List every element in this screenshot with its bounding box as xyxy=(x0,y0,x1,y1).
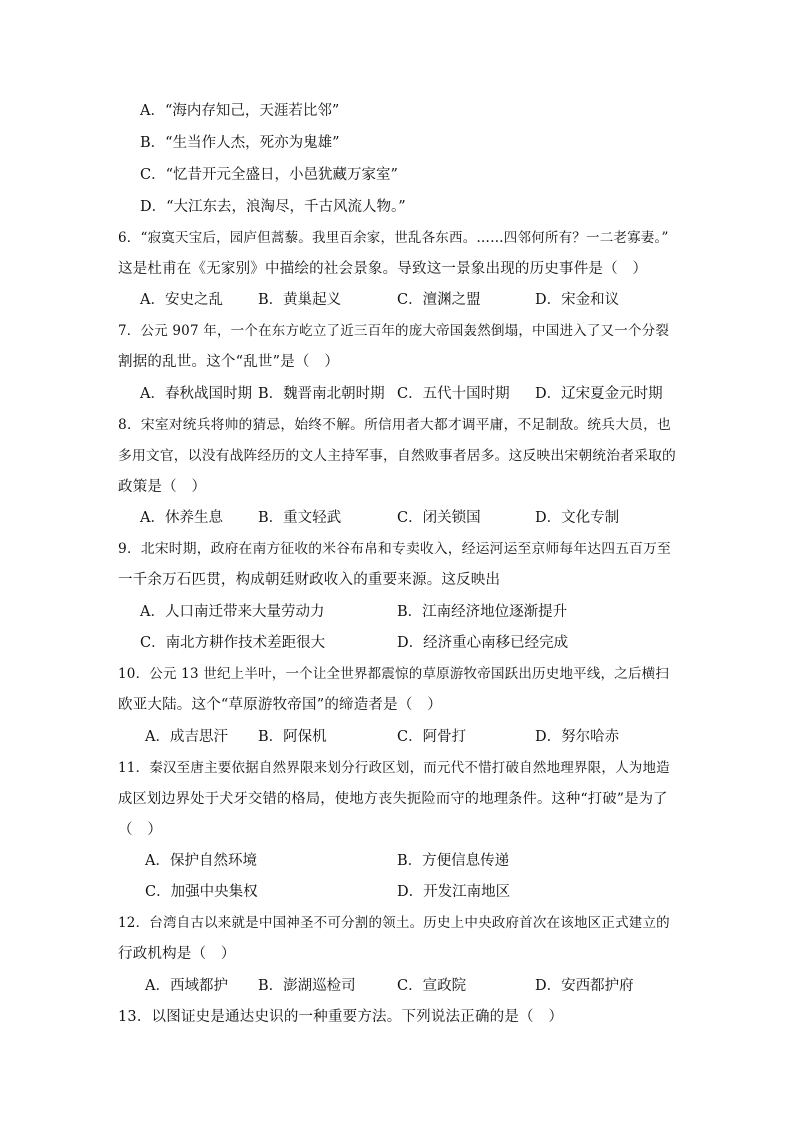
q9-option-b: B．江南经济地位逐渐提升 xyxy=(397,604,568,620)
q12-option-b: B．澎湖巡检司 xyxy=(258,978,356,994)
q7-stem-line-1: 7．公元 907 年，一个在东方屹立了近三百年的庞大帝国轰然倒塌，中国进入了又一个分裂 xyxy=(118,323,670,339)
q10-option-d: D．努尔哈赤 xyxy=(535,729,620,745)
q11-stem-line-2: 成区划边界处于犬牙交错的格局，使地方丧失扼险而守的地理条件。这种“打破”是为了 xyxy=(118,791,668,807)
q7-option-d: D．辽宋夏金元时期 xyxy=(535,386,663,402)
q11-option-c: C．加强中央集权 xyxy=(145,884,258,900)
q8-stem-line-3: 政策是（ ） xyxy=(118,479,207,495)
q7-stem-line-2: 割据的乱世。这个“乱世”是（ ） xyxy=(118,354,340,370)
q6-option-a: A．安史之乱 xyxy=(140,292,223,308)
q10-option-b: B．阿保机 xyxy=(258,729,327,745)
q6-option-b: B．黄巢起义 xyxy=(258,292,342,308)
q10-option-a: A．成吉思汗 xyxy=(145,729,228,745)
q5-option-d: D．“大江东去，浪淘尽，千古风流人物。” xyxy=(140,199,406,215)
q6-stem-line-2: 这是杜甫在《无家别》中描绘的社会景象。导致这一景象出现的历史事件是（ ） xyxy=(118,261,648,277)
q12-stem-line-1: 12．台湾自古以来就是中国神圣不可分割的领土。历史上中央政府首次在该地区正式建立的 xyxy=(118,915,670,931)
q8-stem-line-2: 多用文官，以没有战阵经历的文人主持军事，自然败事者居多。这反映出宋朝统治者采取的 xyxy=(118,448,677,464)
q10-stem-line-1: 10．公元 13 世纪上半叶，一个让全世界都震惊的草原游牧帝国跃出历史地平线，之后横扫 xyxy=(118,666,670,682)
q11-stem-line-1: 11．秦汉至唐主要依据自然界限来划分行政区划，而元代不惜打破自然地理界限，人为地造 xyxy=(118,760,670,776)
q11-option-a: A．保护自然环境 xyxy=(145,853,257,869)
q11-stem-line-3: （ ） xyxy=(118,822,163,838)
q8-option-a: A．休养生息 xyxy=(140,510,223,526)
q6-stem-line-1: 6．“寂寞天宝后，园庐但蒿藜。我里百余家，世乱各东西。……四邻何所有？一二老寡妻。” xyxy=(118,230,669,246)
q9-stem-line-2: 一千余万石匹贯，构成朝廷财政收入的重要来源。这反映出 xyxy=(118,572,501,588)
q8-option-b: B．重文轻武 xyxy=(258,510,342,526)
q9-option-a: A．人口南迁带来大量劳动力 xyxy=(140,604,325,620)
q5-option-b: B．“生当作人杰，死亦为鬼雄” xyxy=(140,135,340,151)
q9-stem-line-1: 9．北宋时期，政府在南方征收的米谷布帛和专卖收入，经运河运至京师每年达四五百万至 xyxy=(118,541,672,557)
q12-option-d: D．安西都护府 xyxy=(535,978,634,994)
q12-option-a: A．西域都护 xyxy=(145,978,228,994)
q11-option-d: D．开发江南地区 xyxy=(397,884,511,900)
q9-option-d: D．经济重心南移已经完成 xyxy=(397,635,569,651)
q6-option-c: C．澶渊之盟 xyxy=(397,292,481,308)
q5-option-c: C．“忆昔开元全盛日，小邑犹藏万家室” xyxy=(140,167,398,183)
q13-stem-line-1: 13．以图证史是通达史识的一种重要方法。下列说法正确的是（ ） xyxy=(118,1009,564,1025)
q10-option-c: C．阿骨打 xyxy=(397,729,467,745)
q7-option-b: B．魏晋南北朝时期 xyxy=(258,386,385,402)
q8-option-d: D．文化专制 xyxy=(535,510,620,526)
q6-option-d: D．宋金和议 xyxy=(535,292,620,308)
q8-option-c: C．闭关锁国 xyxy=(397,510,481,526)
q12-option-c: C．宣政院 xyxy=(397,978,467,994)
q12-stem-line-2: 行政机构是（ ） xyxy=(118,946,236,962)
q5-option-a: A．“海内存知己，天涯若比邻” xyxy=(140,103,340,119)
q8-stem-line-1: 8．宋室对统兵将帅的猜忌，始终不解。所信用者大都才调平庸，不足制敌。统兵大员，也 xyxy=(118,417,672,433)
q7-option-a: A．春秋战国时期 xyxy=(140,386,252,402)
q11-option-b: B．方便信息传递 xyxy=(397,853,510,869)
q9-option-c: C．南北方耕作技术差距很大 xyxy=(140,635,326,651)
q10-stem-line-2: 欧亚大陆。这个“草原游牧帝国”的缔造者是（ ） xyxy=(118,697,442,713)
q7-option-c: C．五代十国时期 xyxy=(397,386,510,402)
